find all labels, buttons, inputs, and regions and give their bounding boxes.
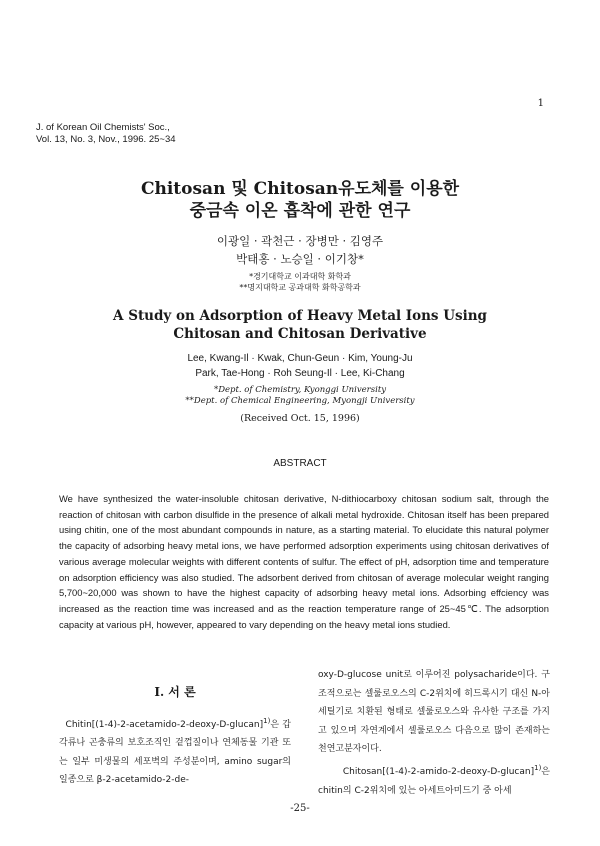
left-column-paragraph <box>59 712 291 790</box>
left-column <box>59 683 291 790</box>
section-heading-introduction: Ⅰ. 서 론 <box>154 685 196 699</box>
left-paragraph-start: Chitin[(1-4)-2-acetamido-2-deoxy-D-glucan] <box>65 719 264 730</box>
citation-superscript: 1) <box>534 763 542 772</box>
korean-title <box>0 178 600 222</box>
korean-authors-line-2: 박태홍 · 노승일 · 이기창* <box>236 252 364 266</box>
left-paragraph-rest: 은 갑각류나 곤충류의 보호조직인 겉껍질이나 연체동물 기관 또는 일부 미생물의 세포벽의 주성분이며, amino sugar의 일종으로 β-2-acetamido-2-de- <box>59 719 291 786</box>
abstract-heading: ABSTRACT <box>273 458 327 469</box>
korean-title-line-2: 중금속 이온 흡착에 관한 연구 <box>189 201 411 221</box>
english-affiliation-2: **Dept. of Chemical Engineering, Myongji University <box>185 396 415 406</box>
right-column-paragraph-2 <box>318 759 550 800</box>
abstract-text: We have synthesized the water-insoluble chitosan derivative, N-dithiocarboxy chitosan sodium salt, through the reaction of chitosan with carbon disulfide in the presence of alkali metal hydroxide. Chitosan itself has been prepared using chitin, one of the most abundant compounds in nature, as a starting material. To elucidate this natural polymer the capacity of adsorbing heavy metal ions, we have performed adsorption experiments using chitosan derivatives of various average molecular weights with different contents of sulfur. The effect of pH, adsorption time and temperature on adsorption efficiency was also studied. The adsorbent derived from chitosan of average molecular weight ranging 5,700~20,000 was shown to have the highest capacity of adsorbing heavy metal ions. Adsorbing effciency was increased as the reaction time was increased and as the reaction temperature range of 25~45℃. The adsorption capacity at various pH, however, appeared to vary depending on the heavy metal ions studied. <box>59 493 549 630</box>
right-paragraph-start: Chitosan[(1-4)-2-amido-2-deoxy-D-glucan] <box>342 766 535 777</box>
english-affiliation-1: *Dept. of Chemistry, Kyonggi University <box>213 385 387 395</box>
page-number-top: 1 <box>537 98 544 109</box>
korean-authors <box>0 232 600 268</box>
english-authors-line-2: Park, Tae-Hong · Roh Seung-Il · Lee, Ki-Chang <box>195 368 405 379</box>
korean-affiliations <box>0 271 600 293</box>
journal-line-1: J. of Korean Oil Chemists' Soc., <box>36 122 170 133</box>
received-date: (Received Oct. 15, 1996) <box>240 413 360 424</box>
journal-citation <box>36 122 176 146</box>
korean-authors-line-1: 이광일 · 곽천근 · 장병만 · 김영주 <box>216 234 384 248</box>
english-title-line-1: A Study on Adsorption of Heavy Metal Ions Using <box>113 308 487 324</box>
english-title-line-2: Chitosan and Chitosan Derivative <box>173 326 427 342</box>
korean-title-line-1: Chitosan 및 Chitosan유도체를 이용한 <box>140 179 460 199</box>
english-authors <box>0 351 600 381</box>
page-number-footer: -25- <box>290 803 310 814</box>
right-paragraph-rest: 은 chitin의 C-2위치에 있는 아세트아미드기 중 아세 <box>318 766 550 796</box>
citation-superscript: 1) <box>263 716 271 725</box>
right-column-paragraph-1: oxy-D-glucose unit로 이루어진 polysacharide이다. 구조적으로는 셀룰로오스의 C-2위치에 히드록시기 대신 N-아세틸기로 치환된 형태로 셀룰로오스와 유사한 구조를 가지고 있으며 자연계에서 셀룰로오스 다음으로 많이 존재하는 천연고분자이다. <box>318 670 550 755</box>
journal-line-2: Vol. 13, No. 3, Nov., 1996. 25~34 <box>36 134 176 145</box>
english-title <box>0 307 600 343</box>
english-authors-line-1: Lee, Kwang-Il · Kwak, Chun-Geun · Kim, Young-Ju <box>187 353 413 364</box>
english-affiliations <box>0 385 600 407</box>
korean-affiliation-1: *경기대학교 이과대학 화학과 <box>249 272 351 281</box>
korean-affiliation-2: **명지대학교 공과대학 화학공학과 <box>239 283 361 292</box>
right-column <box>318 666 550 800</box>
